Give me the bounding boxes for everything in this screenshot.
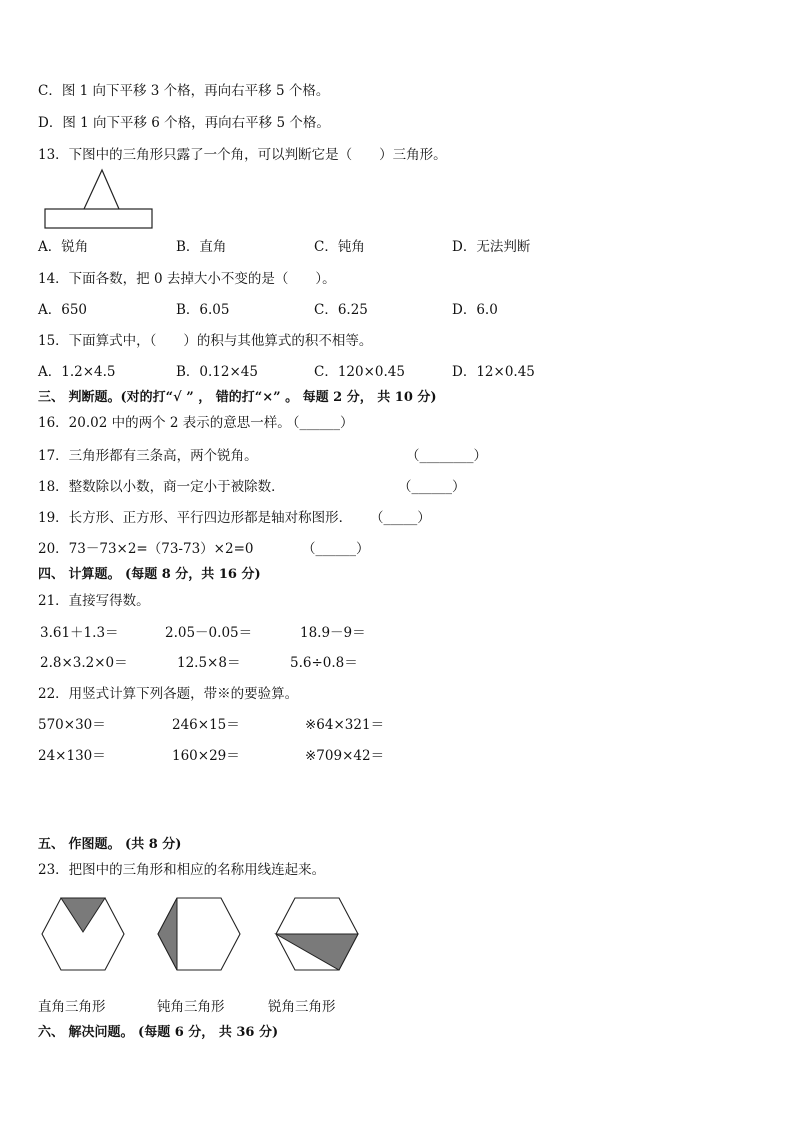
section-6-title: 六、 解决问题。 (每题 6 分， 共 36 分): [38, 1025, 279, 1040]
q12-option-d: D．图 1 向下平移 6 个格，再向右平移 5 个格。: [38, 115, 330, 131]
q14-stem: 14．下面各数，把 0 去掉大小不变的是（ ）。: [38, 271, 336, 287]
q22-item-4: 24×130＝: [38, 748, 106, 764]
q23-shaded-triangle-2: [158, 898, 177, 970]
q20-text: 20．73－73×2=（73-73）×2=0: [38, 541, 254, 557]
q22-item-3: ※64×321＝: [305, 717, 385, 733]
q21-stem: 21．直接写得数。: [38, 593, 150, 609]
q13-option-a: A．锐角: [38, 239, 89, 255]
q23-hexagon-1: [40, 896, 126, 972]
q14-option-d: D．6.0: [452, 302, 498, 318]
q14-option-b: B．6.05: [176, 302, 230, 318]
q12-option-c: C．图 1 向下平移 3 个格，再向右平移 5 个格。: [38, 83, 330, 99]
q21-item-5: 12.5×8＝: [177, 655, 241, 671]
q22-item-5: 160×29＝: [172, 748, 240, 764]
q18-answer-blank[interactable]: （______）: [398, 479, 466, 495]
q23-label-right-triangle: 直角三角形: [38, 999, 106, 1015]
q14-option-c: C．6.25: [314, 302, 368, 318]
section-3-title: 三、 判断题。(对的打“√ ” ， 错的打“×” 。 每题 2 分， 共 10 分): [38, 390, 437, 405]
section-4-title: 四、 计算题。 (每题 8 分，共 16 分): [38, 567, 261, 582]
q13-option-b: B．直角: [176, 239, 227, 255]
q22-item-6: ※709×42＝: [305, 748, 385, 764]
q22-item-2: 246×15＝: [172, 717, 240, 733]
q23-stem: 23．把图中的三角形和相应的名称用线连起来。: [38, 862, 326, 878]
q13-option-d: D．无法判断: [452, 239, 531, 255]
q13-stem: 13．下图中的三角形只露了一个角，可以判断它是（ ）三角形。: [38, 147, 447, 163]
q22-stem: 22．用竖式计算下列各题，带※的要验算。: [38, 686, 299, 702]
q23-label-acute-triangle: 锐角三角形: [268, 999, 336, 1015]
q23-hexagon-3: [274, 896, 360, 972]
q21-item-2: 2.05－0.05＝: [165, 625, 253, 641]
q15-option-a: A．1.2×4.5: [38, 364, 116, 380]
q15-stem: 15．下面算式中，（ ）的积与其他算式的积不相等。: [38, 333, 373, 349]
q13-cover-rectangle: [45, 209, 152, 228]
q17-answer-blank[interactable]: （________）: [406, 448, 487, 464]
q15-option-b: B．0.12×45: [176, 364, 258, 380]
q23-label-obtuse-triangle: 钝角三角形: [157, 999, 225, 1015]
q17-text: 17．三角形都有三条高，两个锐角。: [38, 448, 258, 464]
q19-text: 19．长方形、正方形、平行四边形都是轴对称图形．: [38, 510, 353, 526]
q23-hexagon-2: [156, 896, 242, 972]
q13-angle-lines: [84, 170, 119, 209]
q13-option-c: C．钝角: [314, 239, 365, 255]
q16-answer-blank[interactable]: （______）: [286, 415, 354, 431]
q13-hidden-angle-figure: [44, 168, 156, 232]
q15-option-d: D．12×0.45: [452, 364, 535, 380]
q16-text: 16．20.02 中的两个 2 表示的意思一样。: [38, 415, 291, 431]
q21-item-6: 5.6÷0.8＝: [290, 655, 358, 671]
q19-answer-blank[interactable]: （_____）: [370, 510, 431, 526]
q15-option-c: C．120×0.45: [314, 364, 405, 380]
q21-item-4: 2.8×3.2×0＝: [40, 655, 128, 671]
q14-option-a: A．650: [38, 302, 88, 318]
q21-item-3: 18.9－9＝: [300, 625, 366, 641]
q21-item-1: 3.61＋1.3＝: [40, 625, 119, 641]
section-5-title: 五、 作图题。 (共 8 分): [38, 837, 182, 852]
q20-answer-blank[interactable]: （______）: [302, 541, 370, 557]
q18-text: 18．整数除以小数，商一定小于被除数．: [38, 479, 285, 495]
q22-item-1: 570×30＝: [38, 717, 106, 733]
